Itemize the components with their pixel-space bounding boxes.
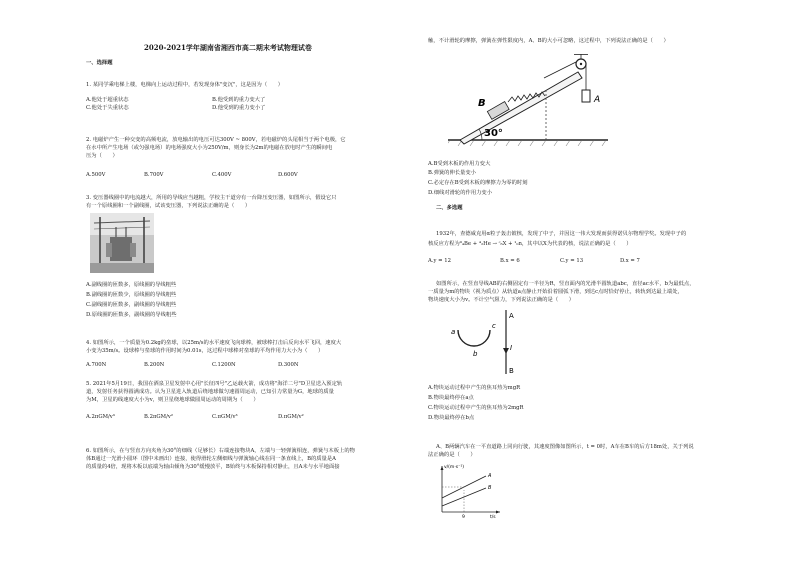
- question-text: 6. 如图所示，在与竖直方向夹角为30°的细线（足够长）右端连接物块A，左端与一轻弹簧相连，弹簧与木板上的物: [86, 448, 355, 454]
- question-text: 5. 2021年5月19日，我国在酒泉卫星发射中心用"长征四号"乙运载火箭，成功将"海洋二号"D卫星送入预定轨: [86, 381, 343, 387]
- option-d: D.x = 7: [620, 258, 640, 264]
- question-text: 核反应方程为⁹₄Be + ⁴₂He → ᶜ₆X + ¹₀n，其中以X为代表的核，说法正确的是（ ）: [428, 241, 632, 247]
- question-text: A、B两辆汽车在一平直道路上同向行驶，其速度图像如图所示，t = 0时，A车在B车的后方18m处，关于列说: [436, 444, 694, 450]
- question-text: 道，发射任务获得圆满成功。认为卫星进入轨道后绕地球做匀速圆周运动，已知引力常量为G，地球的质量: [86, 389, 334, 395]
- option-b: B.x = 6: [500, 258, 520, 264]
- option-a: A.500V: [86, 172, 106, 178]
- incline-pulley-figure: [448, 54, 608, 148]
- angle-label: 30°: [484, 128, 503, 139]
- option-d: D.πGM/v²: [278, 414, 304, 420]
- line-a-label: A: [488, 473, 492, 479]
- question-text: 4. 如图所示，一个质量为0.2kg的垒球，以25m/s的水平速度飞向球棒，被球棒打击后反向水平飞回，速度大: [86, 340, 342, 346]
- question-text: 小变为35m/s。设球棒与垒球的作用时间为0.01s，这过程中球棒对垒球的平均作用力大小为（ ）: [86, 348, 324, 354]
- question-text: 为M，卫星的线速度大小为v，则卫星绕地球做圆周运动的周期为（ ）: [86, 397, 259, 403]
- option-d: D.300N: [278, 362, 299, 368]
- option-d: D.原线圈的匝数多，副线圈的导线粗些: [86, 312, 177, 318]
- time-tick-label: 9: [462, 515, 465, 520]
- question-text: 物块速度大小为v。不计空气阻力，下列说法正确的是（ ）: [428, 297, 575, 303]
- option-d: D.600V: [278, 172, 298, 178]
- transformer-photo: [90, 213, 154, 273]
- section-heading-choice: 一、选择题: [86, 60, 113, 66]
- question-text: 触，不计滑轮的摩擦，弹簧在弹性限度内，A、B的大小可忽略，这过程中，下列说法正确的是（ ）: [428, 38, 669, 44]
- option-d: D.物块最终停在b点: [428, 415, 475, 421]
- option-c: C.必定存在B受到木板的摩擦力为零的时刻: [428, 180, 528, 186]
- question-text: 体B通过一光滑小圆环（图中未画出）连接，使得滑轮左侧细线与弹簧轴心线在同一条直线上，B的质量是A: [86, 456, 336, 462]
- option-c: C.物块运动过程中产生的焦耳热为2mgR: [428, 405, 524, 411]
- option-c: C.他处于失重状态: [86, 105, 129, 111]
- question-text: 1932年，查德威克用α粒子轰击铍核，发现了中子，并因这一伟大发现而获得诺贝尔物理学奖。发现中子的: [436, 231, 687, 237]
- question-text: 压为（ ）: [86, 153, 118, 159]
- question-text: 一质量为m的物块（视为质点）从轨道a点静止开始沿着圆弧下滑，到达c点时恰好停止，转轨到达最上端处，: [428, 289, 683, 295]
- option-c: C.1200N: [212, 362, 236, 368]
- wire-end-b-label: B: [509, 367, 514, 374]
- option-b: B.弹簧的伸长量变小: [428, 170, 476, 176]
- question-text: 如图所示，在竖直导线AB的右侧固定有一半径为R，竖直面内的光滑半圆轨道abc，直径ac水平，b为最低点，: [436, 281, 695, 287]
- option-a: A.2πGM/v³: [86, 414, 115, 420]
- question-text: 在水中所产生电场（或匀强电场）的电场强度大小为250V/m，则身长为2m的电磁在放电时产生的瞬间电: [86, 145, 333, 151]
- option-d: D.他受到的重力变小了: [212, 105, 266, 111]
- semicircle-track-figure: [448, 310, 518, 374]
- option-b: B.2πGM/v²: [144, 414, 173, 420]
- y-axis-label: v/(m·s⁻¹): [444, 465, 465, 470]
- section-heading-multi: 二、多选题: [436, 205, 463, 211]
- block-b-label: B: [478, 98, 486, 109]
- option-c: C.副线圈的匝数多，副线圈的导线粗些: [86, 302, 177, 308]
- question-text: 的质量的4倍，现将木板以底端为轴由倾角为30°缓慢放平，B始终与木板保持相对静止，且A未与水平地面接: [86, 464, 340, 470]
- option-a: A.物块运动过程中产生的焦耳热为mgR: [428, 385, 521, 391]
- wire-end-a-label: A: [509, 312, 514, 320]
- current-label: I: [510, 344, 513, 352]
- line-b-label: B: [488, 485, 492, 491]
- question-text: 法正确的是（ ）: [428, 452, 476, 458]
- option-b: B.200N: [144, 362, 165, 368]
- option-b: B.他受到的重力变大了: [212, 97, 266, 103]
- option-b: B.物块最终停在a点: [428, 395, 474, 401]
- velocity-time-graph: [434, 462, 504, 520]
- option-c: C.πGM/v³: [212, 414, 238, 420]
- page-title: 2020-2021学年湖南省湘西市高二期末考试物理试卷: [144, 43, 312, 52]
- x-axis-label: t/s: [490, 515, 496, 520]
- option-c: C.400V: [212, 172, 232, 178]
- point-a-label: a: [451, 328, 456, 336]
- option-a: A.B受到木板的作用力变大: [428, 161, 491, 167]
- option-b: B.副线圈的匝数少，原线圈的导线粗些: [86, 292, 177, 298]
- option-a: A.副线圈的匝数多，原线圈的导线粗些: [86, 282, 177, 288]
- left-column: [86, 0, 456, 562]
- option-a: A.700N: [86, 362, 107, 368]
- right-column: [428, 0, 774, 562]
- point-b-label: b: [473, 350, 478, 358]
- option-c: C.y = 13: [560, 258, 584, 264]
- option-a: A.y = 12: [428, 258, 452, 264]
- point-c-label: c: [492, 322, 496, 330]
- question-text: 2. 电磁炉产生一种交变的高频电流，放电输出的电压可达300V ~ 800V，若电磁炉的头尾相当于两个电极，它: [86, 137, 346, 143]
- block-a-label: A: [594, 95, 601, 105]
- option-d: D.细线对滑轮的作用力变小: [428, 190, 493, 196]
- option-b: B.700V: [144, 172, 164, 178]
- question-text: 1. 某同学乘电梯上楼，电梯向上运动过程中，若发现身体"变沉"，这是因为（ ）: [86, 82, 284, 88]
- question-text: 有一个原线圈和一个副线圈，试该变压器，下列说法正确的是（ ）: [86, 203, 251, 209]
- question-text: 3. 变压器线圈中的电流越大，所用的导线应当越粗，学校主干道旁有一台降压变压器，如图所示，假设它只: [86, 195, 337, 201]
- option-a: A.他处于超重状态: [86, 97, 129, 103]
